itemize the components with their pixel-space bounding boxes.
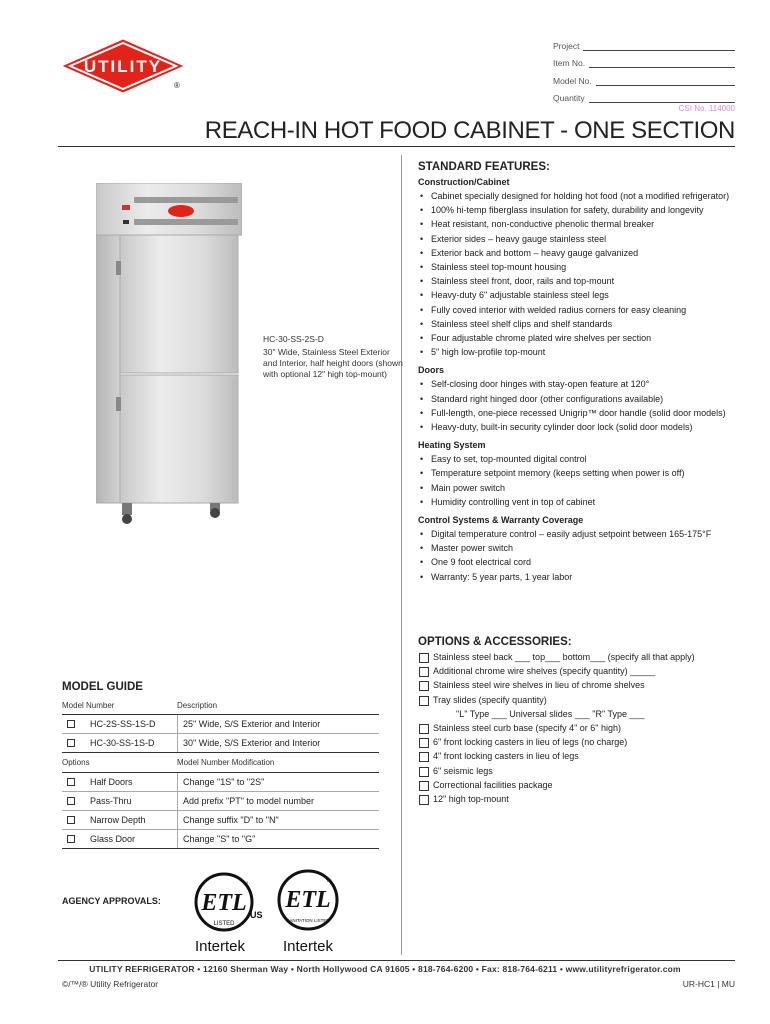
option-checkbox-item[interactable]: 6" front locking casters in lieu of legs (no charge) bbox=[418, 735, 738, 749]
options-header bbox=[62, 753, 379, 773]
row-checkbox[interactable] bbox=[62, 778, 90, 786]
heating-list bbox=[418, 452, 738, 509]
vent-slot-top bbox=[134, 197, 238, 203]
list-item: • Digital temperature control – easily adjust setpoint between 165-175°F bbox=[418, 527, 738, 541]
model-no-label: Model No. bbox=[553, 75, 592, 86]
list-item: • Warranty: 5 year parts, 1 year labor bbox=[418, 570, 738, 584]
row-checkbox[interactable] bbox=[62, 835, 90, 843]
list-item: • Main power switch bbox=[418, 481, 738, 495]
caster-right bbox=[210, 508, 220, 518]
model-guide bbox=[62, 681, 379, 849]
etl-sanitation-mark bbox=[275, 868, 341, 956]
construction-list bbox=[418, 189, 738, 359]
cabinet-illustration bbox=[96, 183, 242, 528]
upper-hinge bbox=[116, 261, 121, 275]
modification-col: Model Number Modification bbox=[177, 758, 275, 767]
quantity-line[interactable] bbox=[589, 93, 735, 103]
row-checkbox[interactable] bbox=[62, 739, 90, 747]
options-list bbox=[418, 650, 738, 806]
caster-left bbox=[122, 514, 132, 524]
standard-features-heading: STANDARD FEATURES: bbox=[418, 161, 550, 173]
upper-door bbox=[120, 235, 238, 373]
document-id: UR-HC1 | MU bbox=[682, 979, 735, 989]
tm-mark: TM bbox=[242, 880, 248, 885]
option-cell: Half Doors bbox=[90, 777, 133, 787]
model-guide-heading: MODEL GUIDE bbox=[62, 681, 143, 693]
model-cell: HC-2S-SS-1S-D bbox=[90, 719, 156, 729]
model-number-col: Model Number bbox=[62, 701, 115, 710]
modification-cell: Change "1S" to "2S" bbox=[177, 773, 379, 791]
tm-mark: TM bbox=[326, 878, 332, 883]
list-item: • Heavy-duty 6" adjustable stainless steel legs bbox=[418, 288, 738, 302]
item-no-label: Item No. bbox=[553, 58, 586, 68]
row-checkbox[interactable] bbox=[62, 720, 90, 728]
doors-list bbox=[418, 377, 738, 434]
list-item: • Master power switch bbox=[418, 541, 738, 555]
modification-cell: Change suffix "D" to "N" bbox=[177, 811, 379, 829]
registered-mark: ® bbox=[174, 81, 180, 90]
model-no-field[interactable] bbox=[553, 68, 735, 86]
intertek-text: Intertek bbox=[194, 938, 246, 955]
project-fields bbox=[553, 33, 735, 103]
option-checkbox-item[interactable]: Stainless steel back ___ top___ bottom___ (specify all that apply) bbox=[418, 650, 738, 664]
project-label: Project bbox=[553, 40, 580, 51]
item-no-line[interactable] bbox=[589, 58, 735, 68]
caster-left-stem bbox=[122, 503, 132, 515]
lower-handle bbox=[232, 379, 236, 499]
description-cell: 25" Wide, S/S Exterior and Interior bbox=[177, 715, 379, 733]
control-heading: Control Systems & Warranty Coverage bbox=[418, 515, 584, 526]
company-address: UTILITY REFRIGERATOR • 12160 Sherman Way • North Hollywood CA 91605 • 818-764-6200 • Fax: 818-764-6211 • www.utilityrefrigerator.com bbox=[89, 964, 681, 974]
option-cell: Narrow Depth bbox=[90, 815, 146, 825]
lower-hinge bbox=[116, 397, 121, 411]
list-item: • One 9 foot electrical cord bbox=[418, 555, 738, 569]
table-row[interactable] bbox=[62, 773, 379, 792]
footer-divider bbox=[58, 960, 735, 961]
utility-logo bbox=[58, 36, 188, 102]
options-heading: OPTIONS & ACCESSORIES: bbox=[418, 636, 572, 648]
etl-listed-mark bbox=[190, 870, 264, 956]
tray-slide-types: "L" Type ___ Universal slides ___ "R" Type ___ bbox=[456, 708, 645, 719]
options-col: Options bbox=[62, 758, 90, 767]
list-item: • Cabinet specially designed for holding hot food (not a modified refrigerator) bbox=[418, 189, 738, 203]
table-row[interactable] bbox=[62, 830, 379, 849]
list-item: • Fully coved interior with welded radius corners for easy cleaning bbox=[418, 303, 738, 317]
product-description: 30" Wide, Stainless Steel Exterior and Interior, half height doors (shown with optional 12" high top-mount) bbox=[263, 347, 403, 379]
table-row[interactable] bbox=[62, 811, 379, 830]
page-title: REACH-IN HOT FOOD CABINET - ONE SECTION bbox=[204, 117, 735, 144]
list-item: • Stainless steel top-mount housing bbox=[418, 260, 738, 274]
digital-display bbox=[122, 205, 130, 210]
project-field[interactable] bbox=[553, 33, 735, 51]
badge-logo bbox=[168, 205, 194, 217]
description-col: Description bbox=[177, 701, 218, 710]
sanitation-listed-text: SANITATION LISTED bbox=[286, 918, 330, 923]
listed-text: LISTED bbox=[213, 921, 235, 927]
table-row[interactable] bbox=[62, 734, 379, 753]
row-checkbox[interactable] bbox=[62, 797, 90, 805]
option-cell: Pass-Thru bbox=[90, 796, 132, 806]
option-checkbox-item[interactable]: 12" high top-mount bbox=[418, 792, 738, 806]
etl-text: ETL bbox=[201, 890, 247, 916]
list-item: • Heat resistant, non-conductive phenolic thermal breaker bbox=[418, 217, 738, 231]
agency-approvals-label: AGENCY APPROVALS: bbox=[62, 896, 161, 906]
quantity-label: Quantity bbox=[553, 93, 585, 103]
lower-door bbox=[120, 375, 238, 503]
model-cell: HC-30-SS-1S-D bbox=[90, 738, 155, 748]
list-item: • Easy to set, top-mounted digital control bbox=[418, 452, 738, 466]
option-checkbox-item[interactable]: Stainless steel curb base (specify 4" or 6" high) bbox=[418, 721, 738, 735]
product-caption bbox=[263, 334, 403, 380]
row-checkbox[interactable] bbox=[62, 816, 90, 824]
list-item: • Exterior back and bottom – heavy gauge galvanized bbox=[418, 246, 738, 260]
list-item: • Stainless steel shelf clips and shelf standards bbox=[418, 317, 738, 331]
cabinet-side bbox=[96, 235, 120, 503]
upper-handle bbox=[232, 239, 236, 369]
table-row[interactable] bbox=[62, 715, 379, 734]
list-item: • Temperature setpoint memory (keeps setting when power is off) bbox=[418, 466, 738, 480]
project-line[interactable] bbox=[583, 41, 735, 51]
power-switch bbox=[123, 220, 129, 224]
modification-cell: Add prefix "PT" to model number bbox=[177, 792, 379, 810]
csi-number: CSI No. 114000 bbox=[678, 104, 735, 113]
option-checkbox-item[interactable]: Additional chrome wire shelves (specify quantity) _____ bbox=[418, 664, 738, 678]
vent-slot-bottom bbox=[134, 219, 238, 225]
model-no-line[interactable] bbox=[596, 76, 735, 86]
model-guide-header bbox=[62, 701, 379, 715]
list-item: • Heavy-duty, built-in security cylinder door lock (solid door models) bbox=[418, 420, 738, 434]
option-checkbox-item[interactable]: 6" seismic legs bbox=[418, 764, 738, 778]
intertek-text: Intertek bbox=[282, 938, 334, 955]
logo-text: UTILITY bbox=[83, 57, 163, 76]
copyright: ©/™/® Utility Refrigerator bbox=[62, 979, 159, 989]
heating-heading: Heating System bbox=[418, 440, 486, 451]
table-row[interactable] bbox=[62, 792, 379, 811]
product-model: HC-30-SS-2S-D bbox=[263, 334, 324, 344]
list-item: • 100% hi-temp fiberglass insulation for safety, durability and longevity bbox=[418, 203, 738, 217]
item-no-field[interactable] bbox=[553, 51, 735, 69]
list-item: • Standard right hinged door (other configurations available) bbox=[418, 392, 738, 406]
list-item: • Full-length, one-piece recessed Unigrip™ door handle (solid door models) bbox=[418, 406, 738, 420]
description-cell: 30" Wide, S/S Exterior and Interior bbox=[177, 734, 379, 752]
column-divider bbox=[401, 155, 402, 955]
quantity-field[interactable] bbox=[553, 86, 735, 104]
list-item: • Self-closing door hinges with stay-open feature at 120° bbox=[418, 377, 738, 391]
etl-text: ETL bbox=[285, 887, 331, 913]
list-item: • 5" high low-profile top-mount bbox=[418, 345, 738, 359]
option-checkbox-item[interactable]: Stainless steel wire shelves in lieu of chrome shelves bbox=[418, 678, 738, 692]
list-item: • Humidity controlling vent in top of cabinet bbox=[418, 495, 738, 509]
list-item: • Stainless steel front, door, rails and top-mount bbox=[418, 274, 738, 288]
list-item: • Four adjustable chrome plated wire shelves per section bbox=[418, 331, 738, 345]
options-accessories bbox=[418, 636, 738, 806]
list-item: • Exterior sides – heavy gauge stainless steel bbox=[418, 232, 738, 246]
standard-features bbox=[418, 161, 738, 584]
option-checkbox-item[interactable]: Correctional facilities package bbox=[418, 778, 738, 792]
option-checkbox-item[interactable]: 4" front locking casters in lieu of legs bbox=[418, 749, 738, 763]
control-list bbox=[418, 527, 738, 584]
construction-heading: Construction/Cabinet bbox=[418, 177, 510, 187]
title-divider bbox=[58, 146, 735, 147]
option-cell: Glass Door bbox=[90, 834, 136, 844]
modification-cell: Change "S" to "G" bbox=[177, 830, 379, 848]
doors-heading: Doors bbox=[418, 365, 445, 376]
option-checkbox-item[interactable]: Tray slides (specify quantity) bbox=[418, 693, 738, 707]
us-text: US bbox=[250, 910, 263, 920]
